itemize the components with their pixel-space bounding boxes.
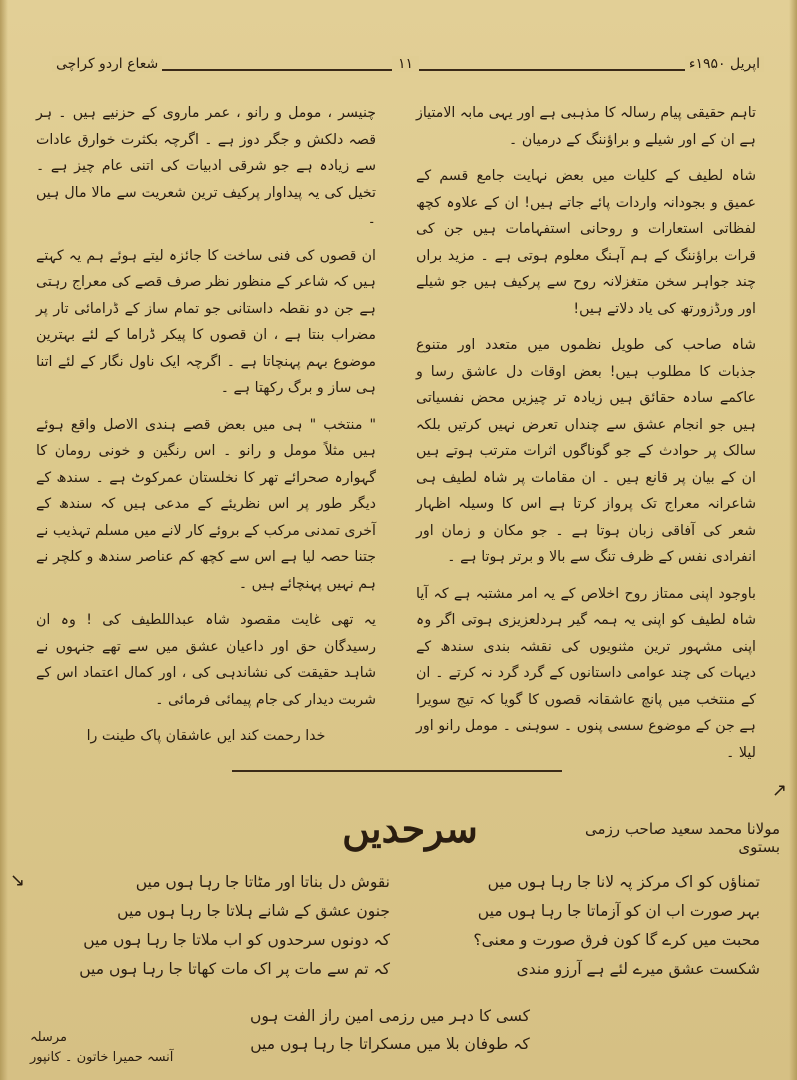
poem-stanzas: [40, 868, 760, 984]
article-paragraph: شاہ لطیف کے کلیات میں بعض نہایت جامع قسم کے عمیق و بجودانہ واردات پائے جاتے ہیں! ان کے علاوہ کچھ لفظاتی استعارات و روحانی استفہامات ہیں جن کی قرات براؤننگ کے ہم آہنگ معلوم ہوتی ہے ۔ مزید براں چند جواہر سخن متغزلانہ روح سے پرکیف ہیں جو شیلے اور ورڈزورتھ کی یاد دلاتے ہیں!: [416, 168, 756, 317]
article-closing-line: خدا رحمت کند ایں عاشقان پاک طینت را: [86, 728, 326, 744]
sender-name: آنسہ حمیرا خاتون ۔ کانپور: [30, 1050, 174, 1065]
poem-verse: شکست عشق میرے لئے ہے آرزو مندی: [516, 960, 760, 978]
poem-verse: کہ تم سے مات پر اک مات کھاتا جا رہا ہوں میں: [79, 960, 390, 978]
poem-title: سرحدیں: [342, 806, 478, 851]
article-paragraph: چنیسر ، مومل و رانو ، عمر ماروی کے حزنیے ہیں ۔ ہر قصہ دلکش و جگر دوز ہے ۔ اگرچہ بکثرت خوارق عادات سے زیادہ ہے جو شرقی ادبیات کی اتنی عام چیز ہے ۔ تخیل کی یہ پیداوار پرکیف ترین شعریت سے مالا مال ہیں ۔: [36, 105, 376, 227]
article-paragraph: باوجود اپنی ممتاز روح اخلاص کے یہ امر مشتبہ ہے کہ آیا شاہ لطیف کو اپنی یہ ہمہ گیر ہردلعزیزی ہوتی اگر وہ اپنی مشہور ترین مثنویوں کی نقشہ بندی سندھ کے دیہات کی چند عوامی داستانوں کے گرد گرد نہ کرتے ۔ ان کے منتخب میں پانچ عاشقانہ قصوں کا گویا کہ تیج سویرا ہے جن کے موضوع سسی پنوں ۔ سوہنی ۔ مومل رانو اور لیلا ۔: [416, 585, 756, 761]
issue-date: اپریل ۱۹۵۰ء: [685, 56, 764, 72]
article-paragraph: " منتخب " ہی میں بعض قصے ہندی الاصل واقع ہوئے ہیں مثلاً مومل و رانو ۔ اس رنگین و خونی رومان کا گہوارہ صحرائے تھر کا نخلستان عمرکوٹ ہے ۔ سندھ کے دیگر طور پر اس نظریئے کے مدعی ہیں کہ سندھ کے آخری تمدنی مرکب کے بروئے کار لانے میں مسلم تہذیب نے جتنا حصہ لیا ہے اس سے کچھ کم عناصر سندھ و کلچر نے ہم نہیں پہنچائے ہیں ۔: [36, 416, 376, 592]
poem-verse: نقوش دل بناتا اور مٹاتا جا رہا ہوں میں: [135, 873, 390, 891]
poem-sender: [30, 1028, 200, 1068]
poem-couplet: [40, 897, 760, 926]
article-paragraph: تاہم حقیقی پیام رسالہ کا مذہبی ہے اور یہی مابہ الامتیاز ہے ان کے اور شیلے و براؤننگ کے درمیان ۔: [416, 105, 756, 148]
poem-verse: کہ طوفان بلا میں مسکراتا جا رہا ہوں میں: [250, 1035, 530, 1053]
sender-label: مرسلہ: [30, 1030, 67, 1045]
page-edge-right: [789, 0, 797, 1080]
article-left-column: [36, 100, 376, 760]
poem-verse: کسی کا دہر میں رزمی امین راز الفت ہوں: [249, 1007, 531, 1025]
article-right-column: [416, 100, 756, 776]
article-paragraph: یہ تھی غایت مقصود شاہ عبداللطیف کی ! وہ ان رسیدگان حق اور داعیان عشق میں سے تھے جنہوں نے شاہد حقیقت کی نشاندہی کی ، اور کمال اعتماد اس کے شربت دیدار کی جام پیمائی فرمائی ۔: [36, 612, 376, 708]
page-edge-left: [0, 0, 8, 1080]
poem-verse: کہ دونوں سرحدوں کو اب ملاتا جا رہا ہوں میں: [83, 931, 390, 949]
journal-name: شعاع اردو کراچی: [52, 56, 162, 72]
poem-verse: جنون عشق کے شانے ہلاتا جا رہا ہوں میں: [117, 902, 390, 920]
margin-mark-icon: ↘: [10, 870, 26, 891]
page-number: ۱۱: [392, 56, 419, 72]
section-divider: [232, 770, 562, 772]
margin-mark-icon: ↗: [772, 780, 788, 801]
article-paragraph: شاہ صاحب کی طویل نظموں میں متعدد اور متنوع جذبات کا مطلوب ہیں! بعض اوقات دل عاشق رسا و عاکمے سادہ حقائق ہیں زیادہ تر چیزیں محض نفسیاتی ہیں جو انجام عشق سے چنداں تعرض نہیں کرتیں بلکہ سالک پر حوادث کے جو گوناگوں اثرات مترتب ہوتے ہیں ان کے بیان پر قانع ہیں ۔ ان مقامات پر شاہ لطیف ہی شاعرانہ معراج تک پرواز کرتا ہے اس کا وسیلہ اظہار شعر کی آفاقی زبان ہوتا ہے ۔ جو مکان و زمان اور انفرادی نفس کے ظرف تنگ سے بالا و برتر ہوتا ہے ۔: [416, 337, 756, 565]
article-paragraph: ان قصوں کی فنی ساخت کا جائزہ لیتے ہوئے ہم یہ کہتے ہیں کہ شاعر کے منظور نظر صرف قصے کی معراج رہتی ہے جن دو نقطہ داستانی جو تمام ساز کے ڈرامائی تار پر مضراب بنتا ہے ، ان قصوں کا پیکر ڈراما کے لئے بہترین موضوع بہم پہنچاتا ہے ۔ اگرچہ ایک ناول نگار کے لئے اتنا ہی ساز و برگ رکھتا ہے ۔: [36, 247, 376, 396]
poem-couplet: [40, 955, 760, 984]
poem-verse: بہر صورت اب ان کو آزماتا جا رہا ہوں میں: [477, 902, 760, 920]
poem-closing-couplet: [200, 1002, 580, 1058]
poet-name: مولانا محمد سعید صاحب رزمی بستوی: [585, 820, 780, 856]
poem-verse: محبت میں کرے گا کون فرق صورت و معنی؟: [473, 931, 760, 949]
poem-couplet: [40, 868, 760, 897]
poem-verse: تمناؤں کو اک مرکز پہ لانا جا رہا ہوں میں: [487, 873, 760, 891]
poem-couplet: [40, 926, 760, 955]
page-header: [52, 56, 764, 84]
